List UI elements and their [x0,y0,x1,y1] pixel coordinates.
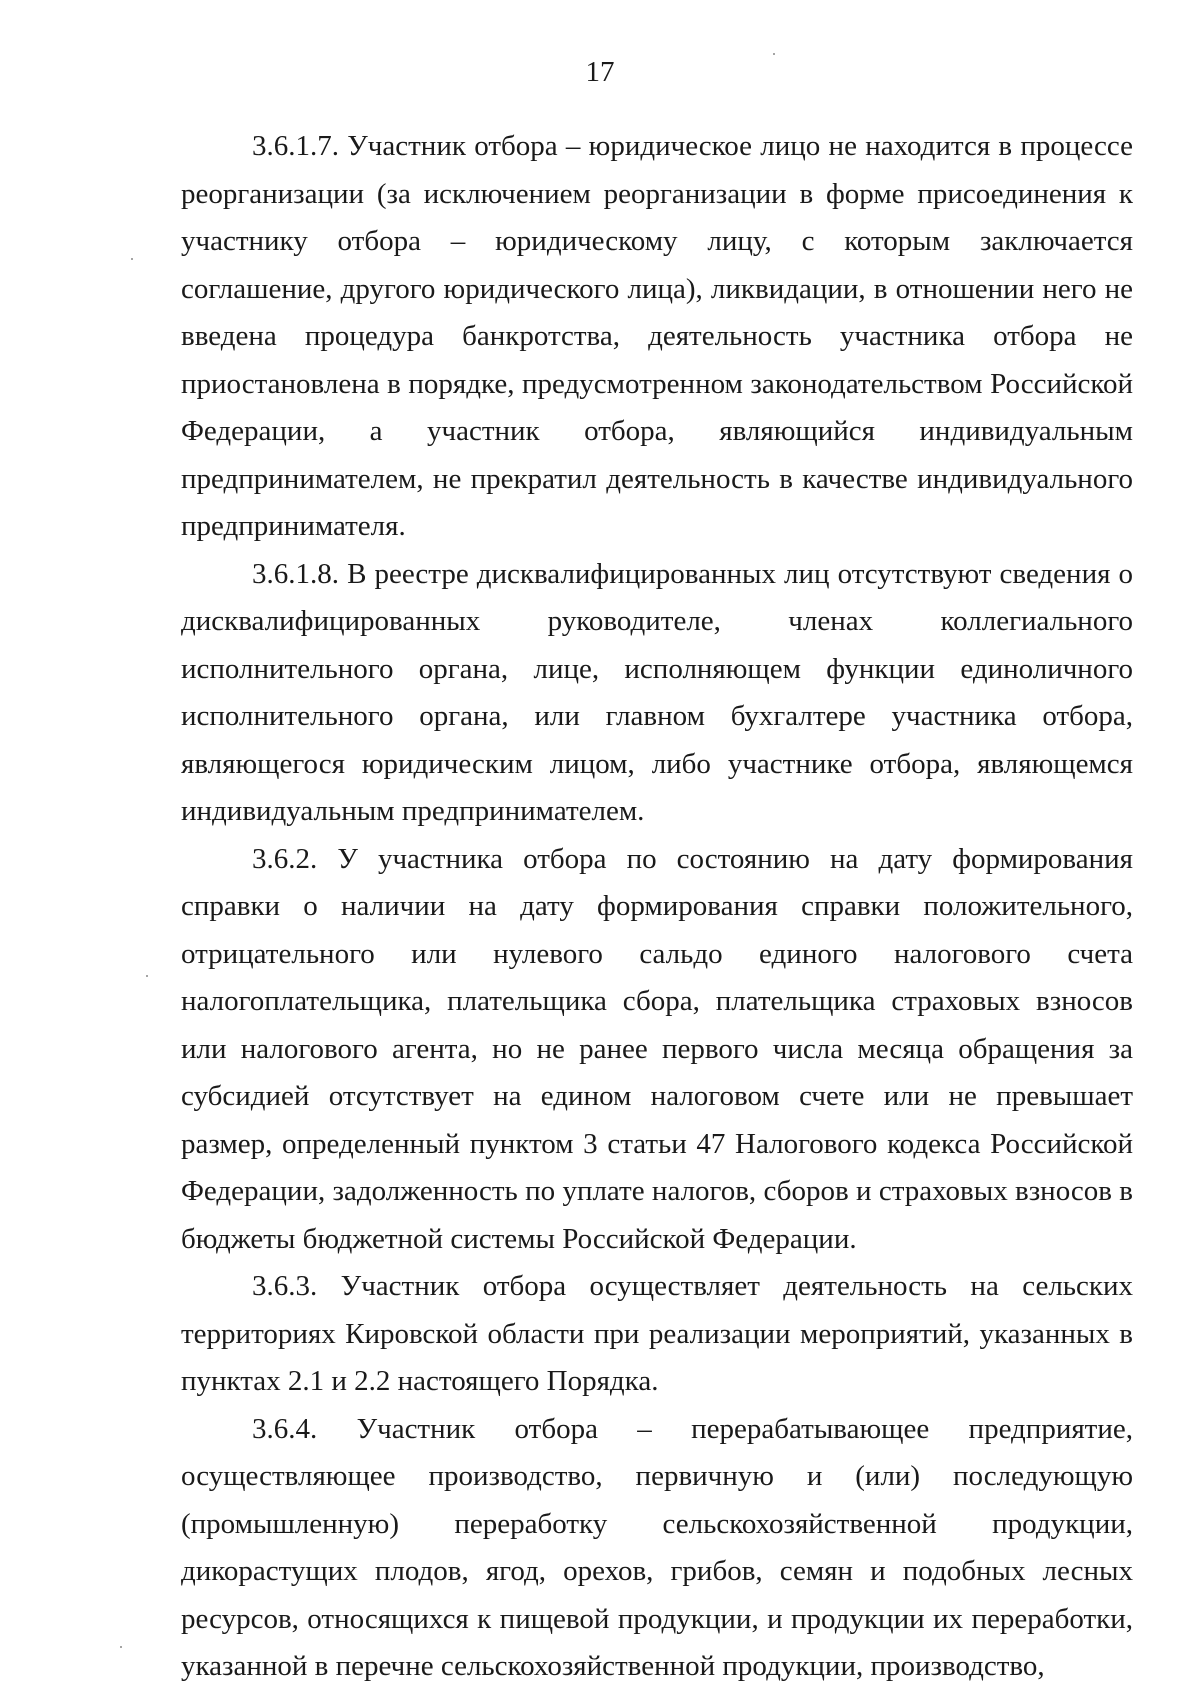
paragraph-3-6-3: 3.6.3. Участник отбора осуществляет деятельность на сельских территориях Кировской области при реализации мероприятий, указанных в пунктах 2.1 и 2.2 настоящего Порядка. [181,1270,1133,1397]
scan-speck [773,53,775,55]
scan-speck [131,258,133,260]
page-number: 17 [585,56,615,88]
paragraph-3-6-1-7: 3.6.1.7. Участник отбора – юридическое лицо не находится в процессе реорганизации (за исключением реорганизации в форме присоединения к участнику отбора – юридическому лицу, с которым заключается соглашение, другого юридического лица), ликвидации, в отношении него не введена процедура банкротства, деятельность участника отбора не приостановлена в порядке, предусмотренном законодательством Российской Федерации, а участник отбора, являющийся индивидуальным предпринимателем, не прекратил деятельность в качестве индивидуального предпринимателя. [181,130,1133,542]
scan-speck [146,975,148,977]
paragraph-3-6-2: 3.6.2. У участника отбора по состоянию на дату формирования справки о наличии на дату формирования справки положительного, отрицательного или нулевого сальдо единого налогового счета налогоплательщика, плательщика сбора, плательщика страховых взносов или налогового агента, но не ранее первого числа месяца обращения за субсидией отсутствует на едином налоговом счете или не превышает размер, определенный пунктом 3 статьи 47 Налогового кодекса Российской Федерации, задолженность по уплате налогов, сборов и страховых взносов в бюджеты бюджетной системы Российской Федерации. [181,842,1133,1255]
scan-speck [120,1646,122,1648]
document-body [181,123,1133,1691]
paragraph-3-6-1-8: 3.6.1.8. В реестре дисквалифицированных лиц отсутствуют сведения о дисквалифицированных руководителе, членах коллегиального исполнительного органа, лице, исполняющем функции единоличного исполнительного органа, или главном бухгалтере участника отбора, являющегося юридическим лицом, либо участнике отбора, являющемся индивидуальным предпринимателем. [181,557,1133,827]
paragraph-3-6-4: 3.6.4. Участник отбора – перерабатывающее предприятие, осуществляющее производство, первичную и (или) последующую (промышленную) переработку сельскохозяйственной продукции, дикорастущих плодов, ягод, орехов, грибов, семян и подобных лесных ресурсов, относящихся к пищевой продукции, и продукции их переработки, указанной в перечне сельскохозяйственной продукции, производство, [181,1412,1133,1682]
